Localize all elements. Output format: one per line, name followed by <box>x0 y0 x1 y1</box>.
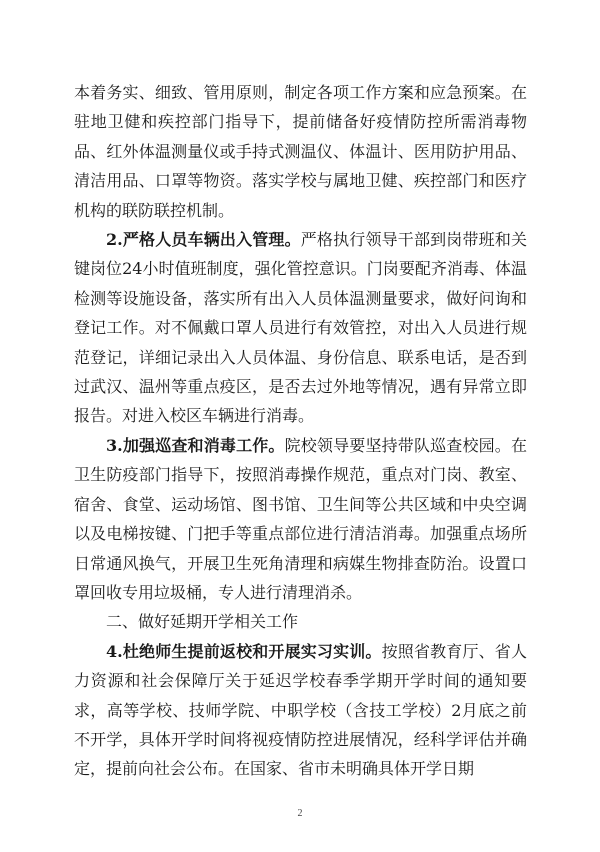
paragraph-4-text: 按照省教育厅、省人力资源和社会保障厅关于延迟学校春季学期开学时间的通知要求，高等学校、技师学院、中职学校（含技工学校）2月底之前不开学，具体开学时间将视疫情防控进展情况，经科学评估并确定，提前向社会公布。在国家、省市未明确具体开学日期 <box>74 641 527 779</box>
paragraph-2-text: 严格执行领导干部到岗带班和关键岗位24小时值班制度，强化管控意识。门岗要配齐消毒、体温检测等设施设备，落实所有出入人员体温测量要求，做好问询和登记工作。对不佩戴口罩人员进行有效管控，对出入人员进行规范登记，详细记录出入人员体温、身份信息、联系电话，是否到过武汉、温州等重点疫区，是否去过外地等情况，遇有异常立即报告。对进入校区车辆进行消毒。 <box>74 230 527 426</box>
paragraph-4-lead: 4.杜绝师生提前返校和开展实习实训。 <box>106 641 382 661</box>
document-body <box>74 78 527 784</box>
paragraph-2-lead: 2.严格人员车辆出入管理。 <box>106 230 301 250</box>
paragraph-4 <box>74 637 527 784</box>
paragraph-1 <box>74 78 527 225</box>
paragraph-1-text: 本着务实、细致、管用原则，制定各项工作方案和应急预案。在驻地卫健和疾控部门指导下，提前储备好疫情防控所需消毒物品、红外体温测量仪或手持式测温仪、体温计、医用防护用品、清洁用品、口罩等物资。落实学校与属地卫健、疾控部门和医疗机构的联防联控机制。 <box>74 83 527 220</box>
section-heading: 二、做好延期开学相关工作 <box>106 612 299 632</box>
paragraph-2 <box>74 225 527 431</box>
page-number: 2 <box>297 808 303 819</box>
paragraph-3-lead: 3.加强巡查和消毒工作。 <box>106 435 285 455</box>
paragraph-3 <box>74 431 527 607</box>
paragraph-3-text: 院校领导要坚持带队巡查校园。在卫生防疫部门指导下，按照消毒操作规范，重点对门岗、教室、宿舍、食堂、运动场馆、图书馆、卫生间等公共区域和中央空调以及电梯按键、门把手等重点部位进行清洁消毒。加强重点场所日常通风换气，开展卫生死角清理和病媒生物排查防治。设置口罩回收专用垃圾桶，专人进行清理消杀。 <box>74 435 527 602</box>
